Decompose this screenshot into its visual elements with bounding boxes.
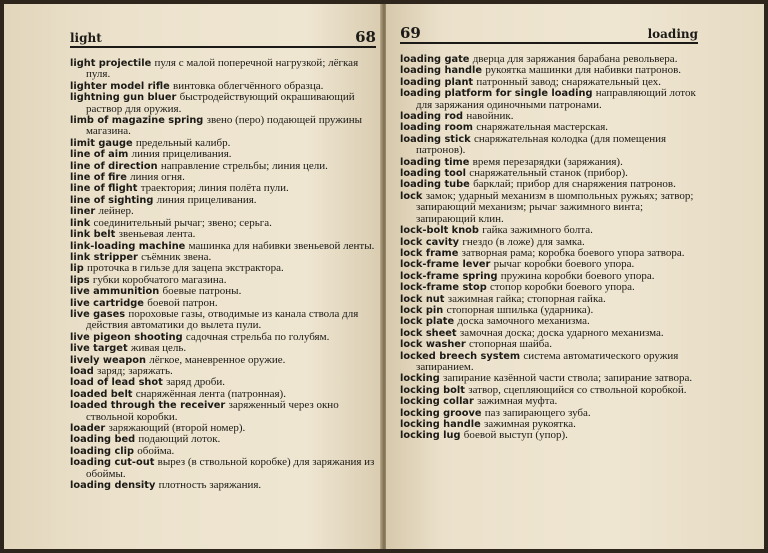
dictionary-entry (70, 400, 376, 423)
entry-definition: губки коробчатого магазина. (92, 273, 227, 286)
entry-term: lock-frame stop (400, 282, 487, 294)
entry-definition: винтовка облегчённого образца. (173, 79, 324, 92)
right-entry-list (400, 54, 698, 442)
entry-definition: затвор, сцепляющийся со ствольной коробкой. (468, 383, 687, 396)
entry-definition: стопор коробки боевого упора. (490, 281, 635, 294)
entry-definition: зажимная гайка; стопорная гайка. (447, 292, 606, 305)
dictionary-entry (70, 457, 376, 480)
entry-definition: заряд дроби. (166, 376, 226, 389)
entry-definition: соединительный рычаг; звено; серьга. (93, 216, 272, 229)
entry-definition: рукоятка машинки для набивки патронов. (485, 64, 682, 77)
entry-definition: боевой выступ (упор). (463, 429, 568, 442)
entry-term: loading gate (400, 54, 470, 65)
entry-definition: звено (перо) подающей пружины магазина. (86, 114, 363, 138)
entry-term: lock frame (400, 247, 459, 259)
entry-term: lock pin (400, 304, 444, 316)
entry-term: lock-frame spring (400, 270, 498, 282)
entry-term: line of sighting (70, 194, 154, 206)
entry-term: lips (70, 274, 90, 286)
entry-definition: стопорная шпилька (ударника). (446, 303, 594, 316)
entry-definition: пороховые газы, отводимые из канала ствола для действия автоматики до вылета пули. (86, 307, 359, 332)
entry-term: line of aim (70, 149, 129, 161)
dictionary-entry (70, 161, 376, 172)
entry-term: lock plate (400, 316, 455, 328)
entry-term: limb of magazine spring (70, 115, 204, 127)
dictionary-entry (70, 423, 376, 434)
entry-term: lock-bolt knob (400, 225, 479, 237)
entry-term: line of direction (70, 160, 158, 172)
entry-definition: зажимная муфта. (477, 395, 558, 408)
entry-definition: пуля с малой поперечной нагрузкой; лёгкая пуля. (86, 57, 359, 81)
entry-term: live pigeon shooting (70, 331, 183, 343)
entry-definition: проточка в гильзе для зацепа экстрактора. (87, 262, 284, 275)
entry-definition: обойма. (137, 444, 175, 457)
entry-term: locking handle (400, 419, 481, 430)
entry-definition: направляющий лоток для заряжания одиночными патронами. (416, 87, 696, 111)
entry-term: loading clip (70, 445, 135, 457)
entry-definition: боевой патрон. (147, 296, 218, 309)
entry-term: lively weapon (70, 354, 146, 366)
right-running-head: loading (647, 27, 698, 41)
entry-definition: подающий лоток. (138, 433, 221, 446)
entry-definition: патронный завод; снаряжательный цех. (476, 75, 661, 88)
entry-definition: траектория; линия полёта пули. (140, 182, 289, 195)
entry-definition: линия прицеливания. (156, 193, 257, 206)
entry-definition: заряжающий (второй номер). (108, 422, 246, 434)
entry-term: loading bed (70, 434, 136, 446)
entry-definition: дверца для заряжания барабана револьвера. (472, 53, 678, 65)
entry-definition: замок; ударный механизм в шомпольных ружьях; затвор; запирающий механизм; рычаг зажимного винта; запирающий клин. (416, 189, 694, 225)
entry-definition: система автоматического оружия запиранием. (416, 349, 679, 373)
entry-term: loading density (70, 480, 156, 492)
entry-term: lightning gun bluer (70, 92, 177, 104)
entry-term: load (70, 365, 94, 377)
entry-term: loader (70, 423, 106, 434)
entry-term: lock (400, 190, 423, 202)
entry-definition: машинка для набивки звеньевой ленты. (188, 239, 375, 252)
entry-definition: барклай; прибор для снаряжения патронов. (473, 178, 676, 191)
entry-definition: навойник. (466, 110, 514, 123)
entry-term: loading platform for single loading (400, 88, 593, 100)
entry-definition: снаряжательная мастерская. (476, 121, 609, 134)
entry-definition: снаряжательный станок (прибор). (469, 167, 628, 180)
entry-term: limit gauge (70, 137, 133, 149)
entry-definition: заряд; заряжать. (97, 364, 173, 377)
entry-term: loaded through the receiver (70, 400, 226, 412)
dictionary-entry (400, 430, 698, 441)
entry-term: link (70, 217, 91, 229)
dictionary-entry (400, 134, 698, 157)
entry-definition: съёмник звена. (141, 250, 212, 263)
entry-term: link-loading machine (70, 240, 186, 252)
dictionary-entry (70, 92, 376, 115)
entry-term: loading room (400, 122, 473, 134)
dictionary-entry (70, 286, 376, 297)
dictionary-entry (400, 351, 698, 374)
entry-term: loading stick (400, 133, 471, 145)
entry-definition: паз запирающего зуба. (484, 406, 591, 419)
entry-term: loading plant (400, 76, 474, 88)
entry-definition: замочная доска; доска ударного механизма. (459, 326, 664, 339)
entry-definition: время перезарядки (заряжания). (472, 155, 623, 168)
entry-term: lock nut (400, 293, 445, 305)
entry-term: locking (400, 373, 440, 385)
entry-definition: доска замочного механизма. (457, 315, 590, 328)
entry-definition: плотность заряжания. (158, 479, 262, 492)
entry-term: live gases (70, 308, 126, 320)
left-page (4, 4, 382, 549)
entry-term: link belt (70, 229, 116, 241)
left-page-header (70, 26, 376, 48)
entry-term: locked breech system (400, 350, 521, 362)
entry-term: locking collar (400, 396, 474, 408)
entry-term: lock washer (400, 339, 466, 351)
entry-term: live target (70, 343, 128, 355)
entry-term: live ammunition (70, 286, 160, 298)
right-page-header (400, 22, 698, 44)
entry-definition: гайка зажимного болта. (482, 224, 593, 237)
entry-term: lock sheet (400, 327, 457, 339)
entry-term: loading tube (400, 179, 470, 191)
entry-definition: вырез (в ствольной коробке) для заряжания из обоймы. (86, 456, 375, 480)
right-page-number: 69 (400, 24, 421, 42)
entry-term: loading time (400, 156, 470, 168)
entry-term: live cartridge (70, 297, 144, 309)
entry-definition: снаряжательная колодка (для помещения патронов). (416, 132, 667, 157)
entry-term: link stripper (70, 251, 138, 263)
dictionary-entry (70, 115, 376, 138)
right-page (386, 4, 764, 549)
entry-term: loading cut-out (70, 457, 155, 469)
entry-term: locking groove (400, 407, 482, 419)
entry-definition: садочная стрельба по голубям. (185, 330, 330, 343)
entry-definition: боевые патроны. (162, 285, 242, 298)
entry-term: line of fire (70, 172, 127, 184)
entry-term: lock cavity (400, 236, 460, 248)
entry-definition: лёгкое, маневренное оружие. (149, 353, 286, 366)
entry-term: loading rod (400, 111, 464, 123)
entry-definition: пружина коробки боевого упора. (500, 269, 655, 282)
entry-term: liner (70, 206, 96, 218)
entry-definition: снаряжённая лента (патронная). (135, 387, 286, 400)
entry-term: lighter model rifle (70, 80, 170, 92)
entry-term: lip (70, 263, 84, 275)
entry-term: locking bolt (400, 384, 465, 396)
entry-definition: рычаг коробки боевого упора. (493, 258, 635, 271)
entry-term: loading handle (400, 65, 483, 77)
dictionary-entry (70, 58, 376, 81)
entry-definition: зажимная рукоятка. (484, 418, 576, 430)
entry-definition: направление стрельбы; линия цели. (160, 159, 328, 172)
entry-definition: линия огня. (130, 171, 185, 184)
left-entry-list (70, 58, 376, 491)
dictionary-entry (400, 88, 698, 111)
entry-term: loaded belt (70, 388, 133, 400)
dictionary-entry (70, 434, 376, 445)
left-page-number: 68 (355, 28, 376, 46)
entry-definition: живая цель. (130, 342, 187, 355)
dictionary-entry (70, 241, 376, 252)
entry-definition: лейнер. (98, 205, 134, 218)
entry-term: locking lug (400, 430, 461, 442)
entry-definition: стопорная шайба. (469, 338, 553, 351)
dictionary-entry (70, 332, 376, 343)
dictionary-entry (70, 480, 376, 491)
entry-definition: звеньевая лента. (118, 228, 196, 241)
entry-term: loading tool (400, 168, 466, 180)
entry-term: lock-frame lever (400, 259, 491, 271)
entry-term: load of lead shot (70, 377, 163, 389)
entry-definition: линия прицеливания. (131, 148, 232, 161)
entry-definition: запирание казённой части ствола; запирание затвора. (443, 372, 693, 385)
left-running-head: light (70, 31, 102, 45)
dictionary-entry (70, 309, 376, 332)
entry-definition: затворная рама; коробка боевого упора затвора. (461, 246, 685, 259)
dictionary-entry (400, 191, 698, 225)
entry-definition: быстродействующий окрашивающий раствор для оружия. (86, 91, 355, 115)
entry-term: light projectile (70, 58, 152, 69)
entry-definition: предельный калибр. (135, 136, 231, 149)
entry-term: line of flight (70, 183, 138, 195)
entry-definition: гнездо (в ложе) для замка. (462, 235, 585, 248)
entry-definition: заряженный через окно ствольной коробки. (86, 399, 339, 423)
